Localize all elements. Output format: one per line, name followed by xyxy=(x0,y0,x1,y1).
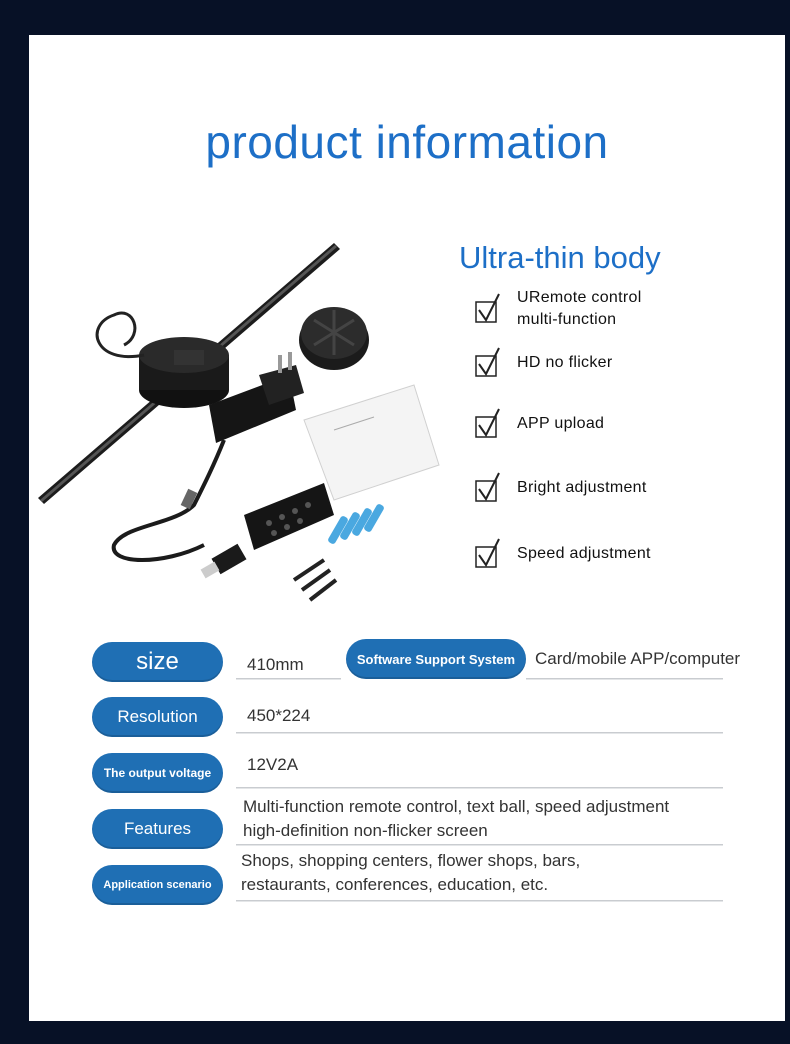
divider xyxy=(236,678,341,680)
voltage-value: 12V2A xyxy=(247,755,299,774)
scenario-value: Shops, shopping centers, flower shops, bars, restaurants, conferences, education, etc. xyxy=(241,851,581,894)
voltage-label: The output voltage xyxy=(92,753,223,793)
divider xyxy=(236,732,723,734)
checkbox-check-icon xyxy=(475,407,501,441)
feature-label: URemote control multi-function xyxy=(517,289,642,328)
section-subtitle: Ultra-thin body xyxy=(459,240,661,275)
feature-item xyxy=(475,471,647,505)
size-value: 410mm xyxy=(247,655,304,674)
product-photo xyxy=(34,205,454,625)
divider xyxy=(236,900,723,902)
feature-label: Bright adjustment xyxy=(517,479,647,496)
checkbox-check-icon xyxy=(475,537,501,571)
features-value: Multi-function remote control, text ball, speed adjustment high-definition non-flicker screen xyxy=(243,797,670,840)
checkbox-check-icon xyxy=(475,471,501,505)
software-label: Software Support System xyxy=(346,639,526,679)
product-info-card xyxy=(29,35,785,1021)
page-title: product information xyxy=(205,116,609,168)
resolution-label: Resolution xyxy=(92,697,223,737)
feature-label: HD no flicker xyxy=(517,354,613,371)
feature-label: APP upload xyxy=(517,415,605,432)
software-value: Card/mobile APP/computer xyxy=(535,649,741,668)
feature-label: Speed adjustment xyxy=(517,545,651,562)
checkbox-check-icon xyxy=(475,346,501,380)
features-label: Features xyxy=(92,809,223,849)
resolution-value: 450*224 xyxy=(247,706,311,725)
divider xyxy=(236,787,723,789)
checkbox-check-icon xyxy=(475,292,501,326)
divider xyxy=(236,844,723,846)
feature-item xyxy=(475,346,612,380)
feature-item xyxy=(475,407,604,441)
scenario-label: Application scenario xyxy=(92,865,223,905)
divider xyxy=(526,678,723,680)
feature-item xyxy=(475,287,642,331)
feature-item xyxy=(475,537,651,571)
size-label: size xyxy=(92,642,223,682)
